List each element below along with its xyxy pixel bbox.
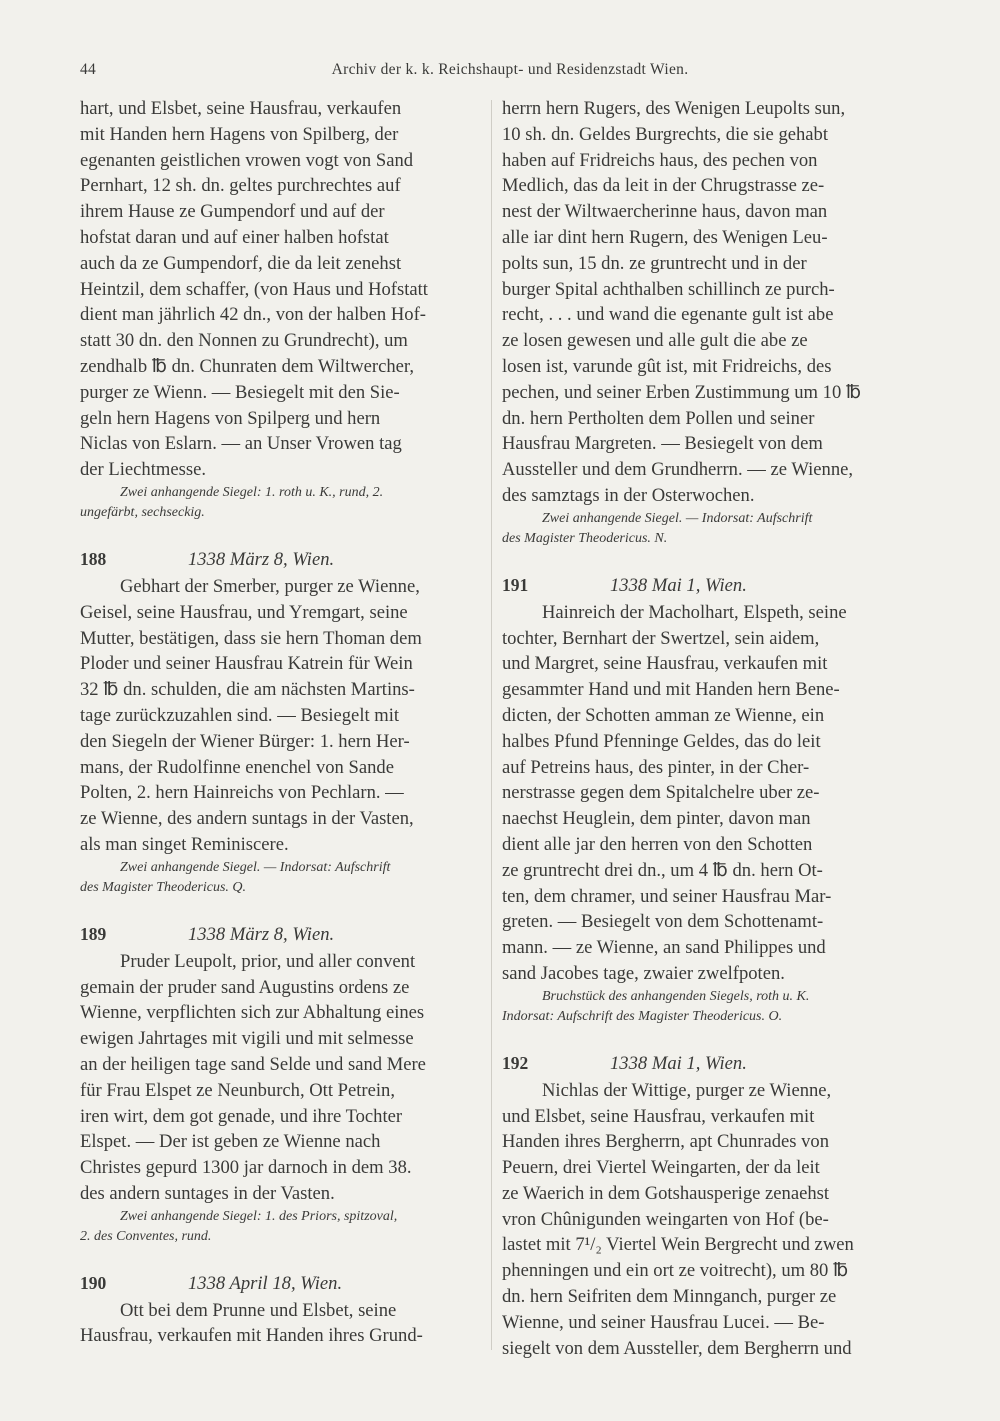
running-header <box>80 61 910 85</box>
seal-note <box>502 509 912 550</box>
text-line: Medlich, das da leit in der Chrugstrasse ze- <box>502 175 825 197</box>
note-line: ungefärbt, sechseckig. <box>80 505 205 521</box>
text-line: haben auf Fridreichs haus, des pechen von <box>502 149 818 171</box>
entry-date: 1338 Mai 1, Wien. <box>610 574 747 596</box>
page-number: 44 <box>80 61 97 78</box>
running-title: Archiv der k. k. Reichshaupt- und Residenzstadt Wien. <box>331 61 689 78</box>
note-line: Zwei anhangende Siegel: 1. des Priors, spitzoval, <box>120 1208 398 1224</box>
text-line: Wienne, verpflichten sich zur Abhaltung eines <box>80 1002 425 1024</box>
text-line: zendhalb ℔ dn. Chunraten dem Wiltwercher, <box>80 355 415 377</box>
spacer <box>502 550 912 570</box>
note-line: Bruchstück des anhangenden Siegels, roth u. K. <box>542 988 810 1004</box>
text-line: phenningen und ein ort ze voitrecht), um 80 ℔ <box>502 1260 849 1282</box>
spacer <box>502 1028 912 1048</box>
text-line: und Margret, seine Hausfrau, verkaufen mit <box>502 653 828 675</box>
text-line: Mutter, bestätigen, dass sie hern Thoman dem <box>80 627 422 649</box>
text-line: ten, dem chramer, und seiner Hausfrau Mar- <box>502 885 832 907</box>
text-line: nest der Wiltwaercherinne haus, davon man <box>502 201 828 223</box>
entry-date: 1338 März 8, Wien. <box>188 923 335 945</box>
text-line: als man singet Reminiscere. <box>80 833 289 855</box>
text-line: Geisel, seine Hausfrau, und Yremgart, seine <box>80 601 408 623</box>
text-line: Pruder Leupolt, prior, und aller convent <box>120 950 416 972</box>
text-line: Christes gepurd 1300 jar darnoch in dem 38. <box>80 1157 412 1179</box>
text-line: Hausfrau, verkaufen mit Handen ihres Grund- <box>80 1325 423 1347</box>
text-line: an der heiligen tage sand Selde und sand Mere <box>80 1053 426 1075</box>
text-line: siegelt von dem Aussteller, dem Bergherrn und <box>502 1337 852 1359</box>
entry-date: 1338 Mai 1, Wien. <box>610 1052 747 1074</box>
text-line: lastet mit 7¹/₂ Viertel Wein Bergrecht und zwen <box>502 1234 854 1256</box>
text-line: burger Spital achthalben schillinch ze purch- <box>502 278 835 300</box>
text-line: Handen ihres Bergherrn, apt Chunrades von <box>502 1131 830 1153</box>
note-line: des Magister Theodericus. Q. <box>80 880 247 896</box>
text-line: nerstrasse gegen dem Spitalchelre uber ze- <box>502 782 820 804</box>
text-line: halbes Pfund Pfenninge Geldes, das do leit <box>502 730 821 752</box>
column-divider <box>491 100 492 1350</box>
continuation-text <box>502 96 912 509</box>
entry-191 <box>502 570 912 1028</box>
text-line: auch da ze Gumpendorf, die da leit zenehst <box>80 252 402 274</box>
text-line: 10 sh. dn. Geldes Burgrechts, die sie gehabt <box>502 123 829 145</box>
text-line: auf Petreins haus, des pinter, in der Cher- <box>502 756 810 778</box>
text-line: ze Waerich in dem Gotshausperige zenaehst <box>502 1182 830 1204</box>
text-line: hart, und Elsbet, seine Hausfrau, verkaufen <box>80 98 402 119</box>
text-line: Peuern, drei Viertel Weingarten, der da leit <box>502 1157 820 1179</box>
entry-heading <box>80 919 490 949</box>
text-line: recht, . . . und wand die egenante gult ist abe <box>502 304 834 326</box>
entry-number: 188 <box>80 548 107 569</box>
entry-number: 190 <box>80 1272 107 1293</box>
entry-date: 1338 März 8, Wien. <box>188 548 335 570</box>
text-line: ze gruntrecht drei dn., um 4 ℔ dn. hern Ot- <box>502 859 823 881</box>
spacer <box>80 1248 490 1268</box>
text-line: polts sun, 15 dn. ze gruntrecht und in der <box>502 252 807 274</box>
text-line: Niclas von Eslarn. — an Unser Vrowen tag <box>80 433 402 455</box>
text-line: Gebhart der Smerber, purger ze Wienne, <box>120 575 420 597</box>
text-line: mann. — ze Wienne, an sand Philippes und <box>502 937 826 959</box>
text-line: des samztags in der Osterwochen. <box>502 484 755 506</box>
text-line: mit Handen hern Hagens von Spilberg, der <box>80 123 399 145</box>
text-line: herrn hern Rugers, des Wenigen Leupolts sun, <box>502 98 846 119</box>
text-line: gesammter Hand und mit Handen hern Bene- <box>502 679 840 701</box>
text-line: alle iar dint hern Rugern, des Wenigen Leu- <box>502 226 828 248</box>
text-line: 32 ℔ dn. schulden, die am nächsten Martins- <box>80 679 415 701</box>
entry-number: 192 <box>502 1052 529 1073</box>
note-line: Zwei anhangende Siegel: 1. roth u. K., rund, 2. <box>120 484 384 500</box>
text-line: hofstat daran und auf einer halben hofstat <box>80 226 389 248</box>
text-line: dient man jährlich 42 dn., von der halben Hof- <box>80 304 426 326</box>
text-line: greten. — Besiegelt von dem Schottenamt- <box>502 911 824 933</box>
continuation-text <box>80 96 490 483</box>
text-line: naechst Heuglein, dem pinter, davon man <box>502 808 811 830</box>
text-line: dn. hern Pertholten dem Pollen und seiner <box>502 407 815 429</box>
text-line: Ploder und seiner Hausfrau Katrein für Wein <box>80 653 413 675</box>
text-line: egenanten geistlichen vrowen vogt von Sand <box>80 149 414 171</box>
entry-date: 1338 April 18, Wien. <box>188 1272 343 1294</box>
entry-number: 189 <box>80 923 107 944</box>
text-line: Hausfrau Margreten. — Besiegelt von dem <box>502 433 823 455</box>
note-line: Indorsat: Aufschrift des Magister Theodericus. O. <box>502 1009 783 1025</box>
entry-heading <box>502 1048 912 1078</box>
text-line: dient alle jar den herren von den Schotten <box>502 833 813 855</box>
text-line: gemain der pruder sand Augustins ordens ze <box>80 976 410 998</box>
note-line: des Magister Theodericus. N. <box>502 531 668 547</box>
text-line: für Frau Elspet ze Neunburch, Ott Petrein, <box>80 1079 395 1101</box>
left-column <box>80 96 490 1349</box>
text-line: dicten, der Schotten amman ze Wienne, ein <box>502 704 825 726</box>
text-line: Pernhart, 12 sh. dn. geltes purchrechtes auf <box>80 175 401 197</box>
text-line: dn. hern Seifriten dem Minnganch, purger ze <box>502 1286 837 1308</box>
text-line: Elspet. — Der ist geben ze Wienne nach <box>80 1131 381 1153</box>
text-line: des andern suntages in der Vasten. <box>80 1182 335 1204</box>
text-line: Polten, 2. hern Hainreichs von Pechlarn. — <box>80 782 404 804</box>
entry-192 <box>502 1048 912 1362</box>
spacer <box>80 524 490 544</box>
entry-heading <box>80 1268 490 1298</box>
text-line: Wienne, und seiner Hausfrau Lucei. — Be- <box>502 1311 825 1333</box>
text-line: losen ist, varunde gût ist, mit Fridreichs, des <box>502 355 832 377</box>
entry-189 <box>80 919 490 1248</box>
text-line: Hainreich der Macholhart, Elspeth, seine <box>542 601 847 623</box>
text-line: Aussteller und dem Grundherrn. — ze Wienne, <box>502 459 854 481</box>
note-line: 2. des Conventes, rund. <box>80 1229 212 1245</box>
text-line: tage zurückzuzahlen sind. — Besiegelt mit <box>80 704 400 726</box>
note-line: Zwei anhangende Siegel. — Indorsat: Aufschrift <box>542 510 813 526</box>
text-line: vron Chûnigunden weingarten von Hof (be- <box>502 1208 829 1230</box>
entry-heading <box>80 544 490 574</box>
text-line: iren wirt, dem got genade, und ihre Tochter <box>80 1105 403 1127</box>
text-line: und Elsbet, seine Hausfrau, verkaufen mit <box>502 1105 815 1127</box>
text-line: ewigen Jahrtages mit vigili und mit selmesse <box>80 1028 414 1050</box>
text-line: ze losen gewesen und alle gult die abe ze <box>502 330 808 352</box>
text-line: Nichlas der Wittige, purger ze Wienne, <box>542 1079 832 1101</box>
text-line: der Liechtmesse. <box>80 459 206 481</box>
right-column <box>502 96 912 1361</box>
text-line: sand Jacobes tage, zwaier zwelfpoten. <box>502 962 785 984</box>
text-line: ihrem Hause ze Gumpendorf und auf der <box>80 201 385 223</box>
text-line: mans, der Rudolfinne enenchel von Sande <box>80 756 394 778</box>
spacer <box>80 899 490 919</box>
text-line: Heintzil, dem schaffer, (von Haus und Hofstatt <box>80 278 428 300</box>
text-line: geln hern Hagens von Spilperg und hern <box>80 407 381 429</box>
entry-190 <box>80 1268 490 1350</box>
text-line: Ott bei dem Prunne und Elsbet, seine <box>120 1299 397 1321</box>
text-line: den Siegeln der Wiener Bürger: 1. hern Her- <box>80 730 410 752</box>
entry-heading <box>502 570 912 600</box>
text-line: purger ze Wienn. — Besiegelt mit den Sie- <box>80 381 400 403</box>
text-line: statt 30 dn. den Nonnen zu Grundrecht), um <box>80 330 408 352</box>
note-line: Zwei anhangende Siegel. — Indorsat: Aufschrift <box>120 859 391 875</box>
text-line: tochter, Bernhart der Swertzel, sein aidem, <box>502 627 820 649</box>
entry-188 <box>80 544 490 899</box>
entry-number: 191 <box>502 574 529 595</box>
text-line: pechen, und seiner Erben Zustimmung um 10 ℔ <box>502 381 862 403</box>
text-line: ze Wienne, des andern suntags in der Vasten, <box>80 808 414 830</box>
seal-note <box>80 483 490 524</box>
